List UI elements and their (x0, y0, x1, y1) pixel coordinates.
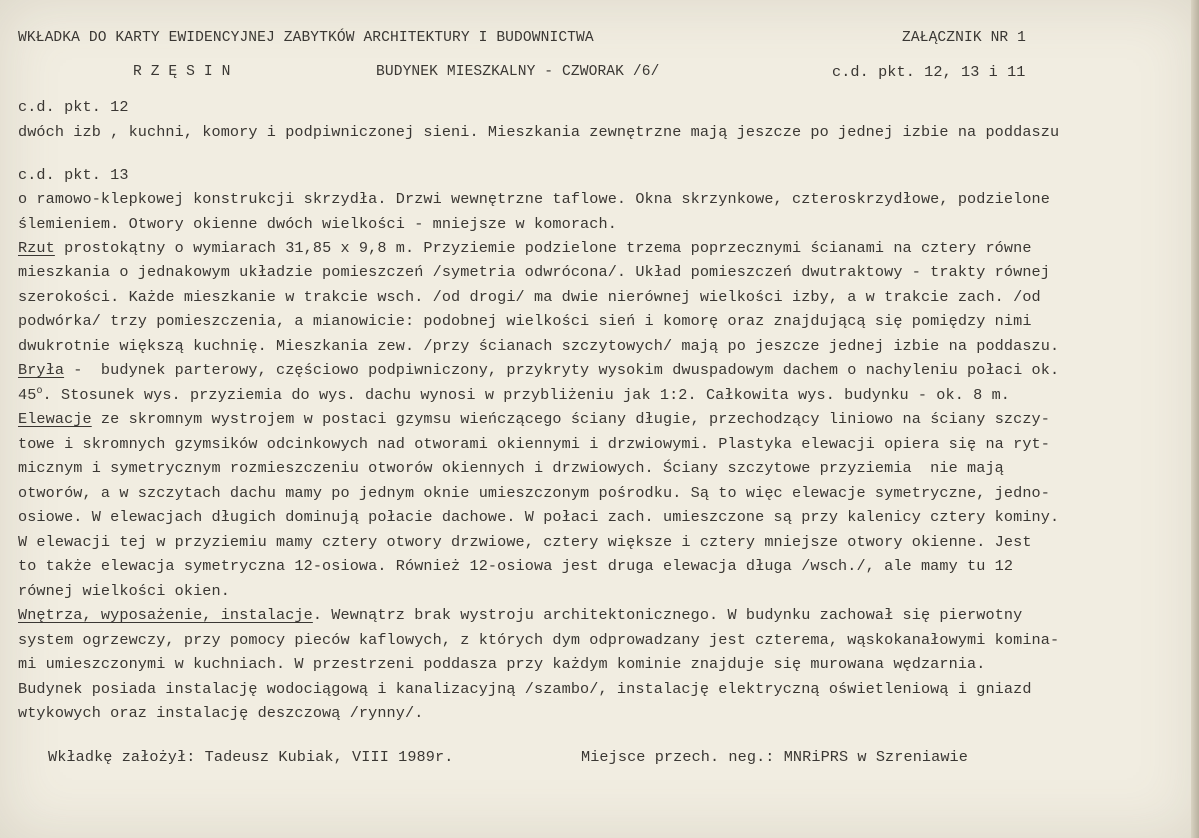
rzut-paragraph-line: szerokości. Każde mieszkanie w trakcie wsch. /od drogi/ ma dwie nierównej wielkości izby, a w trakcie zach. /od (18, 288, 1041, 306)
wnetrza-paragraph-line: system ogrzewczy, przy pomocy pieców kaflowych, z których dym odprowadzany jest czterema, wąskokanałowymi komina- (18, 631, 1060, 649)
wnetrza-paragraph-line: mi umieszczonymi w kuchniach. W przestrzeni poddasza przy każdym kominie znajduje się murowana wędzarnia. (18, 655, 986, 673)
bryla-paragraph-line: 45$^o$. Stosunek wys. przyziemia do wys. dachu wynosi w przybliżeniu jak 1:2. Całkowita wys. budynku - ok. 8 m. (18, 386, 1011, 404)
elewacje-paragraph-line: osiowe. W elewacjach długich dominują połacie dachowe. W połaci zach. umieszczone są przy kalenicy cztery kominy. (18, 508, 1060, 526)
elewacje-paragraph-line: otworów, a w szczytach dachu mamy po jednym oknie umieszczonym pośrodku. Są to więc elewacje symetryczne, jedno- (18, 484, 1050, 502)
wnetrza-paragraph-line: Budynek posiada instalację wodociągową i kanalizacyjną /szambo/, instalację elektryczną oświetleniową i gniazd (18, 680, 1032, 698)
wnetrza-label: Wnętrza, wyposażenie, instalacje (18, 606, 313, 624)
elewacje-paragraph-line: to także elewacja symetryczna 12-osiowa. Również 12-osiowa jest druga elewacja długa /wsch./, ale mamy tu 12 (18, 557, 1014, 575)
section13-line: ślemieniem. Otwory okienne dwóch wielkości - mniejsze w komorach. (18, 215, 617, 233)
degree-sign: o (36, 386, 43, 397)
section12-text: dwóch izb , kuchni, komory i podpiwniczonej sieni. Mieszkania zewnętrzne mają jeszcze po jednej izbie na poddaszu (18, 123, 1060, 141)
elewacje-paragraph-line: micznym i symetrycznym rozmieszczeniu otworów okiennych i drzwiowych. Ściany szczytowe przyziemia nie mają (18, 459, 1004, 477)
object-name: BUDYNEK MIESZKALNY - CZWORAK /6/ (376, 64, 660, 80)
elewacje-paragraph-line: Elewacje ze skromnym wystrojem w postaci gzymsu wieńczącego ściany długie, przechodzący liniowo na ściany szczy- (18, 410, 1050, 428)
elewacje-paragraph-line: W elewacji tej w przyziemiu mamy cztery otwory drzwiowe, cztery większe i cztery mniejsze otwory okienne. Jest (18, 533, 1032, 551)
elewacje-label: Elewacje (18, 410, 92, 428)
bryla-paragraph-line: Bryła - budynek parterowy, częściowo podpiwniczony, przykryty wysokim dwuspadowym dachem o nachyleniu połaci ok. (18, 361, 1060, 379)
rzut-paragraph-line: dwukrotnie większą kuchnię. Mieszkania zew. /przy ścianach szczytowych/ mają po jeszcze jednej izbie na poddaszu. (18, 337, 1060, 355)
rzut-label: Rzut (18, 239, 55, 257)
place-name: R Z Ę S I N (133, 64, 231, 80)
rzut-paragraph-line: Rzut prostokątny o wymiarach 31,85 x 9,8 m. Przyziemie podzielone trzema poprzecznymi ścianami na cztery równe (18, 239, 1032, 257)
negative-location-note: Miejsce przech. neg.: MNRiPRS w Szreniawie (581, 748, 968, 766)
author-note: Wkładkę założył: Tadeusz Kubiak, VIII 1989r. (48, 748, 454, 766)
elewacje-paragraph-line: równej wielkości okien. (18, 582, 230, 600)
bryla-label: Bryła (18, 361, 65, 379)
section13-heading: c.d. pkt. 13 (18, 166, 129, 184)
wnetrza-paragraph-line: wtykowych oraz instalację deszczową /rynny/. (18, 704, 424, 722)
wnetrza-paragraph-line: Wnętrza, wyposażenie, instalacje. Wewnątrz brak wystroju architektonicznego. W budynku zachował się pierwotny (18, 606, 1023, 624)
attachment-label: ZAŁĄCZNIK NR 1 (902, 30, 1027, 46)
elewacje-paragraph-line: towe i skromnych gzymsików odcinkowych nad otworami okiennymi i drzwiowymi. Plastyka elewacji opiera się na ryt- (18, 435, 1050, 453)
continuation-label: c.d. pkt. 12, 13 i 11 (832, 63, 1026, 81)
page-edge (1191, 0, 1199, 838)
rzut-paragraph-line: mieszkania o jednakowym układzie pomieszczeń /symetria odwrócona/. Układ pomieszczeń dwutraktowy - trakty równej (18, 263, 1050, 281)
document-title: WKŁADKA DO KARTY EWIDENCYJNEJ ZABYTKÓW ARCHITEKTURY I BUDOWNICTWA (18, 30, 594, 46)
section13-line: o ramowo-klepkowej konstrukcji skrzydła. Drzwi wewnętrzne taflowe. Okna skrzynkowe, czteroskrzydłowe, podzielone (18, 190, 1050, 208)
rzut-paragraph-line: podwórka/ trzy pomieszczenia, a mianowicie: podobnej wielkości sień i komorę oraz znajdującą się pomiędzy nimi (18, 312, 1032, 330)
section12-heading: c.d. pkt. 12 (18, 98, 129, 116)
